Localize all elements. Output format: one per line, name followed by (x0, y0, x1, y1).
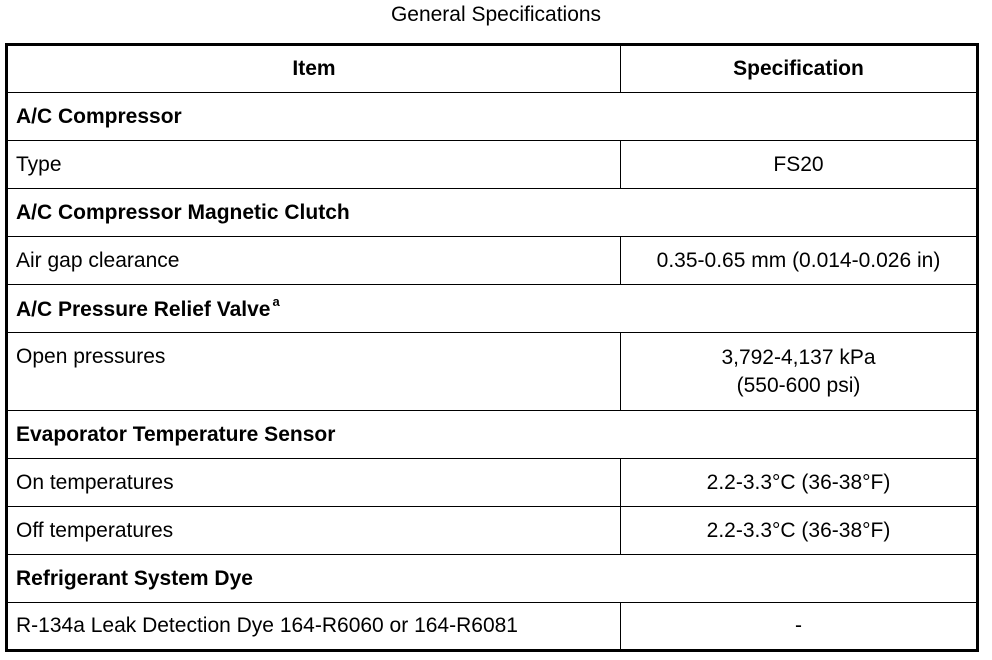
table-row (7, 459, 978, 507)
section-heading-ac-compressor: A/C Compressor (7, 93, 978, 141)
spec-cell: 2.2-3.3°C (36-38°F) (621, 507, 978, 555)
section-row (7, 285, 978, 333)
item-cell: Type (7, 141, 621, 189)
page-title: General Specifications (390, 3, 602, 26)
item-cell: On temperatures (7, 459, 621, 507)
section-row (7, 555, 978, 603)
table-header-row (7, 45, 978, 93)
spec-cell: 2.2-3.3°C (36-38°F) (621, 459, 978, 507)
table-row (7, 141, 978, 189)
spec-cell: - (621, 603, 978, 651)
spec-cell: 0.35-0.65 mm (0.014-0.026 in) (621, 237, 978, 285)
section-heading-magnetic-clutch: A/C Compressor Magnetic Clutch (7, 189, 978, 237)
section-row (7, 189, 978, 237)
table-row (7, 333, 978, 411)
table-row (7, 507, 978, 555)
footnote-marker: a (272, 293, 280, 309)
table-row (7, 237, 978, 285)
spec-cell (621, 333, 978, 411)
item-cell: Open pressures (7, 333, 621, 411)
item-cell: R-134a Leak Detection Dye 164-R6060 or 164-R6081 (7, 603, 621, 651)
section-heading-evaporator-sensor: Evaporator Temperature Sensor (7, 411, 978, 459)
section-heading-pressure-relief-valve (7, 285, 978, 333)
item-cell: Air gap clearance (7, 237, 621, 285)
section-label: A/C Pressure Relief Valve (16, 297, 271, 321)
section-row (7, 411, 978, 459)
column-header-specification: Specification (621, 45, 978, 93)
column-header-item: Item (7, 45, 621, 93)
spec-line-psi: (550-600 psi) (736, 373, 861, 397)
spec-cell: FS20 (621, 141, 978, 189)
section-heading-refrigerant-dye: Refrigerant System Dye (7, 555, 978, 603)
spec-line-kpa: 3,792-4,137 kPa (721, 345, 876, 369)
item-cell: Off temperatures (7, 507, 621, 555)
section-row (7, 93, 978, 141)
specifications-table (5, 43, 979, 652)
table-row (7, 603, 978, 651)
